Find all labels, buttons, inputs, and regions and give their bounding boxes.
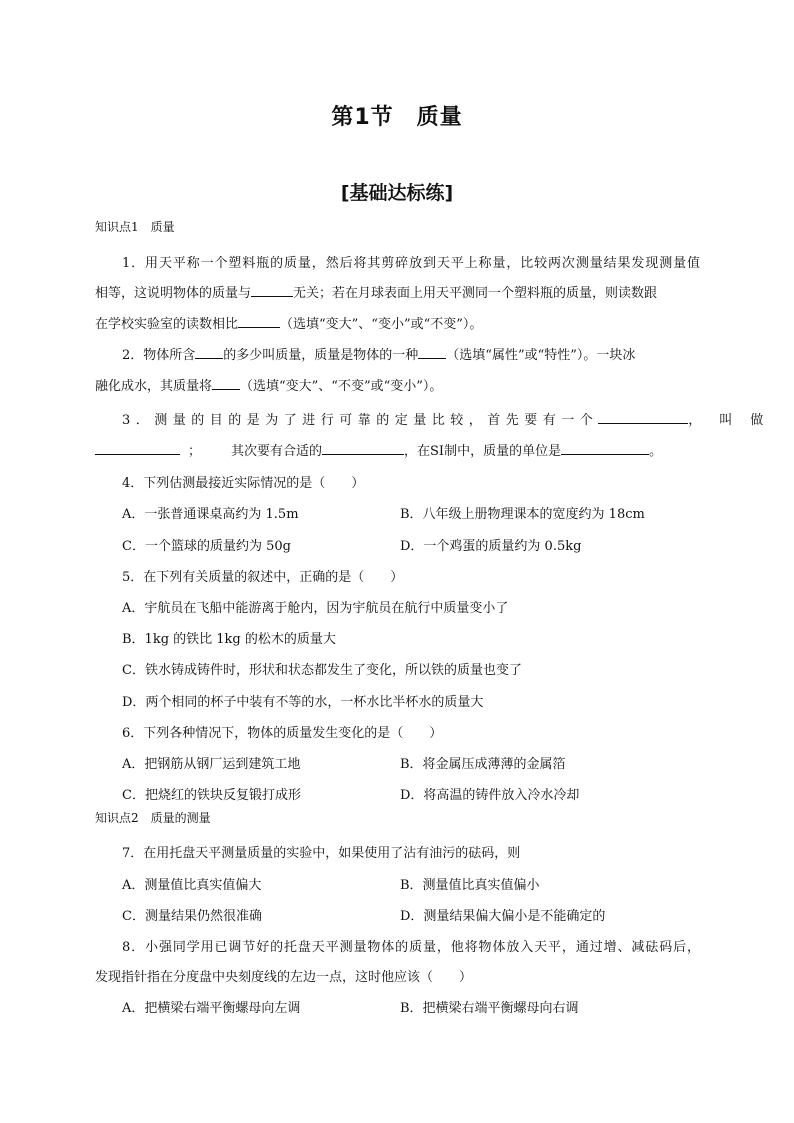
knowledge-point-1: 知识点1 质量 — [95, 220, 175, 234]
q4-option-b[interactable]: B．八年级上册物理课本的宽度约为 18cm — [400, 507, 645, 522]
answer-blank[interactable] — [238, 315, 280, 328]
q8-stem-line-1: 8．小强同学用已调节好的托盘天平测量物体的质量，他将物体放入天平，通过增、减砝码后， — [122, 940, 700, 955]
q6-option-b[interactable]: B．将金属压成薄薄的金属箔 — [400, 757, 566, 772]
knowledge-point-2: 知识点2 质量的测量 — [95, 811, 211, 825]
q1-line-1: 1．用天平称一个塑料瓶的质量，然后将其剪碎放到天平上称量，比较两次测量结果发现测量值 — [122, 256, 700, 271]
answer-blank[interactable] — [95, 442, 180, 455]
q5-stem: 5．在下列有关质量的叙述中，正确的是（ ） — [122, 570, 404, 585]
q1-line-2: 相等，这说明物体的质量与 无关；若在月球表面上用天平测同一个塑料瓶的质量，则读数跟 — [95, 286, 658, 301]
q7-stem: 7．在用托盘天平测量质量的实验中，如果使用了沾有油污的砝码，则 — [122, 846, 521, 861]
q6-option-d[interactable]: D．将高温的铸件放入冷水冷却 — [400, 788, 580, 803]
q5-option-b[interactable]: B．1kg 的铁比 1kg 的松木的质量大 — [122, 632, 336, 647]
q6-stem: 6．下列各种情况下，物体的质量发生变化的是（ ） — [122, 726, 443, 741]
q8-option-a[interactable]: A．把横梁右端平衡螺母向左调 — [122, 1001, 301, 1016]
q7-option-a[interactable]: A．测量值比真实值偏大 — [122, 878, 262, 893]
q5-option-d[interactable]: D．两个相同的杯子中装有不等的水，一杯水比半杯水的质量大 — [122, 695, 484, 710]
q4-option-c[interactable]: C．一个篮球的质量约为 50g — [122, 539, 291, 554]
answer-blank[interactable] — [598, 411, 688, 424]
answer-blank[interactable] — [251, 284, 293, 297]
q6-option-c[interactable]: C．把烧红的铁块反复锻打成形 — [122, 788, 301, 803]
q7-option-d[interactable]: D．测量结果偏大偏小是不能确定的 — [400, 909, 606, 924]
q3-line-2: ； 其次要有合适的 ，在SI制中，质量的单位是 。 — [95, 440, 700, 459]
q5-option-c[interactable]: C．铁水铸成铸件时，形状和状态都发生了变化，所以铁的质量也变了 — [122, 663, 522, 678]
answer-blank[interactable] — [212, 377, 240, 390]
q1-line-3: 在学校实验室的读数相比 （选填“变大”、“变小”或“不变”）。 — [95, 317, 483, 332]
q2-line-1: 2．物体所含 的多少叫质量，质量是物体的一种 （选填“属性”或“特性”）。一块冰 — [122, 348, 636, 363]
q6-option-a[interactable]: A．把钢筋从钢厂运到建筑工地 — [122, 757, 301, 772]
q2-line-2: 融化成水，其质量将 （选填“变大”、“不变”或“变小”）。 — [95, 379, 443, 394]
answer-blank[interactable] — [195, 346, 223, 359]
q4-stem: 4．下列估测最接近实际情况的是（ ） — [122, 476, 365, 491]
q3-line-1: 3．测量的目的是为了进行可靠的定量比较，首先要有一个 ，叫做 — [122, 413, 782, 428]
answer-blank[interactable] — [418, 346, 446, 359]
q5-option-a[interactable]: A．宇航员在飞船中能游离于舱内，因为宇航员在航行中质量变小了 — [122, 601, 509, 616]
q7-option-c[interactable]: C．测量结果仍然很准确 — [122, 909, 262, 924]
answer-blank[interactable] — [561, 442, 649, 455]
section-title: [基础达标练] — [340, 182, 454, 204]
q4-option-d[interactable]: D．一个鸡蛋的质量约为 0.5kg — [400, 539, 582, 554]
q4-option-a[interactable]: A．一张普通课桌高约为 1.5m — [122, 507, 299, 522]
answer-blank[interactable] — [322, 442, 404, 455]
q8-stem-line-2: 发现指针指在分度盘中央刻度线的左边一点，这时他应该（ ） — [95, 970, 473, 985]
page-title: 第1节 质量 — [331, 105, 463, 130]
q7-option-b[interactable]: B．测量值比真实值偏小 — [400, 878, 540, 893]
q8-option-b[interactable]: B．把横梁右端平衡螺母向右调 — [400, 1001, 579, 1016]
